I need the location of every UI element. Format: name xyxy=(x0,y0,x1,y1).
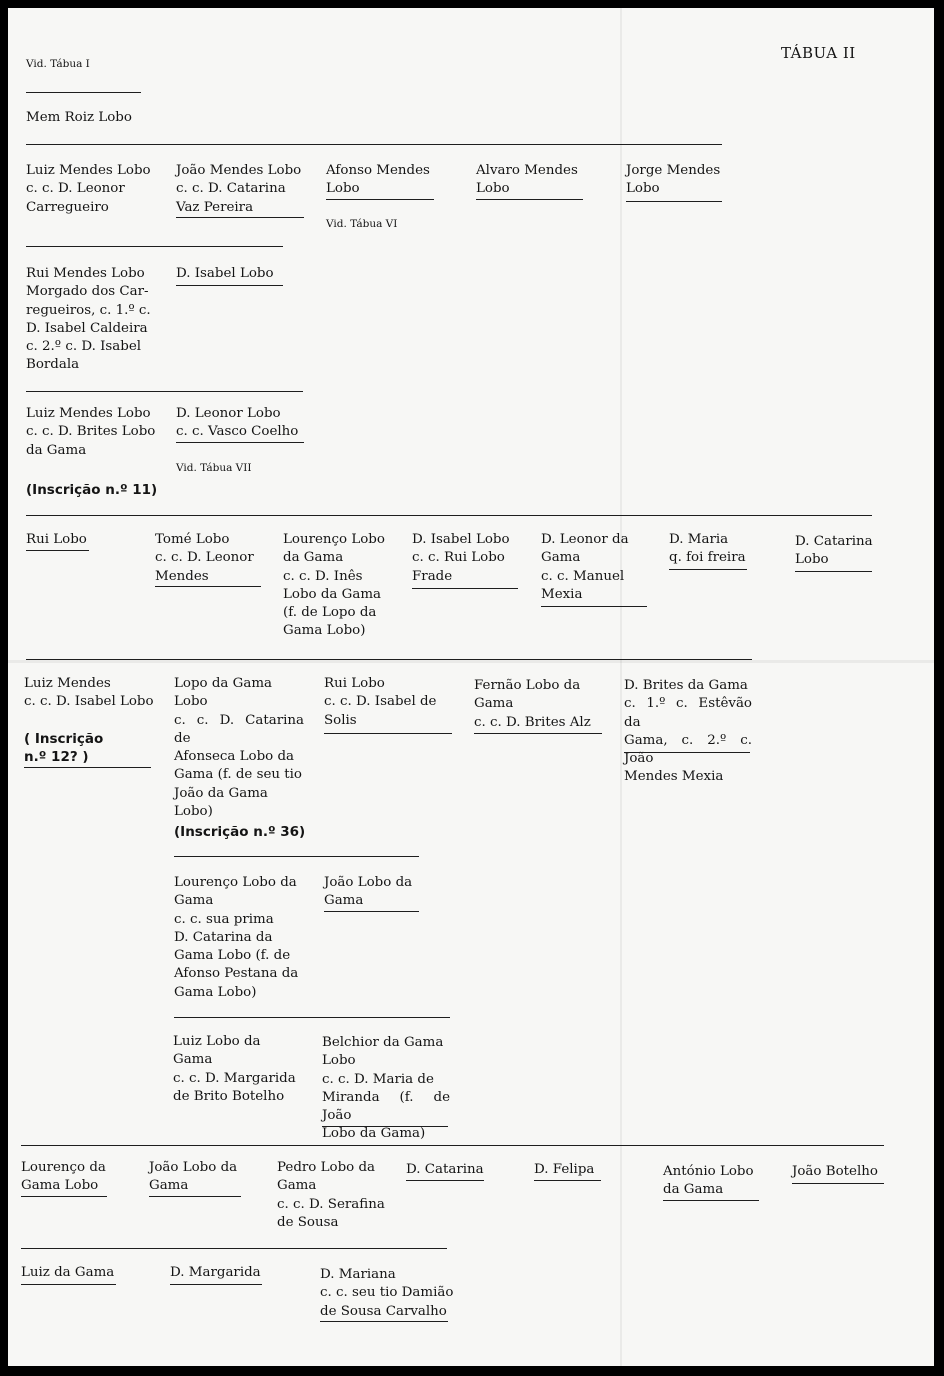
inscription-11: (Inscrição n.º 11) xyxy=(26,482,158,498)
underline xyxy=(176,285,283,286)
person-d-catarina: D. Catarina xyxy=(406,1162,484,1177)
underline xyxy=(21,1196,107,1197)
underline xyxy=(534,1180,601,1181)
underline xyxy=(149,1196,241,1197)
person-rui-lobo: Rui Lobo xyxy=(26,532,87,547)
underline xyxy=(669,569,747,570)
underline xyxy=(176,442,304,443)
paper-fold xyxy=(8,660,934,663)
connector-line xyxy=(26,92,141,93)
person-joao-botelho: João Botelho xyxy=(792,1164,878,1179)
generation-line xyxy=(21,1248,447,1249)
vid-tabua-6-note: Vid. Tábua VI xyxy=(326,218,398,230)
vid-tabua-1-note: Vid. Tábua I xyxy=(26,58,90,70)
person-d-isabel-lobo: D. Isabel Lobo xyxy=(176,266,274,281)
inscription-12: ( Inscrição n.º 12? ) xyxy=(24,731,104,766)
underline xyxy=(541,606,647,607)
person-d-mariana: D. Mariana c. c. seu tio Damião de Sousa Carvalho xyxy=(320,1267,454,1319)
person-luiz-mendes-lobo: Luiz Mendes Lobo c. c. D. Leonor Carregueiro xyxy=(26,163,151,215)
underline xyxy=(412,588,518,589)
vid-tabua-7-note: Vid. Tábua VII xyxy=(176,462,252,474)
underline xyxy=(26,550,89,551)
person-luiz-da-gama: Luiz da Gama xyxy=(21,1265,115,1280)
generation-line xyxy=(174,1017,450,1018)
person-d-felipa: D. Felipa xyxy=(534,1162,595,1177)
person-alvaro-mendes-lobo: Alvaro Mendes Lobo xyxy=(476,163,578,197)
paper-fold xyxy=(620,8,622,1366)
person-d-brites-da-gama: D. Brites da Gama c. 1.º c. Estêvão da Gama, c. 2.º c. João Mendes Mexia xyxy=(624,678,752,785)
person-lourenco-lobo-da-gama-2: Lourenço Lobo da Gama c. c. sua prima D. Catarina da Gama Lobo (f. de Afonso Pestana da Gama Lobo) xyxy=(174,875,299,1000)
underline xyxy=(322,1126,448,1127)
person-luiz-mendes-lobo-2: Luiz Mendes Lobo c. c. D. Brites Lobo da Gama xyxy=(26,406,156,458)
underline xyxy=(155,586,261,587)
generation-line xyxy=(26,144,722,145)
person-d-catarina-lobo: D. Catarina Lobo xyxy=(795,534,873,568)
underline xyxy=(170,1284,262,1285)
person-fernao-lobo-da-gama: Fernão Lobo da Gama c. c. D. Brites Alz xyxy=(474,678,591,730)
underline xyxy=(324,733,452,734)
page-title: TÁBUA II xyxy=(781,44,856,62)
inscription-36: (Inscrição n.º 36) xyxy=(174,824,306,840)
person-rui-mendes-lobo: Rui Mendes Lobo Morgado dos Car- regueiros, c. 1.º c. D. Isabel Caldeira c. 2.º c. D. Isabel Bordala xyxy=(26,266,151,373)
underline xyxy=(21,1284,116,1285)
underline xyxy=(24,767,151,768)
person-d-margarida: D. Margarida xyxy=(170,1265,261,1280)
person-lourenco-lobo-da-gama: Lourenço Lobo da Gama c. c. D. Inês Lobo da Gama (f. de Lopo da Gama Lobo) xyxy=(283,532,385,639)
person-joao-lobo-da-gama-2: João Lobo da Gama xyxy=(149,1160,238,1194)
genealogy-page xyxy=(8,8,934,1366)
person-jorge-mendes-lobo: Jorge Mendes Lobo xyxy=(626,163,721,197)
person-d-leonor-lobo: D. Leonor Lobo c. c. Vasco Coelho xyxy=(176,406,299,440)
underline xyxy=(792,1183,884,1184)
underline xyxy=(176,217,304,218)
person-pedro-lobo-da-gama: Pedro Lobo da Gama c. c. D. Serafina de Sousa xyxy=(277,1160,385,1230)
generation-line xyxy=(26,246,283,247)
person-joao-lobo-da-gama: João Lobo da Gama xyxy=(324,875,413,909)
underline xyxy=(320,1321,448,1322)
person-d-leonor-da-gama: D. Leonor da Gama c. c. Manuel Mexia xyxy=(541,532,629,602)
person-antonio-lobo-da-gama: António Lobo da Gama xyxy=(663,1164,754,1198)
underline xyxy=(476,199,583,200)
underline xyxy=(624,752,750,753)
person-rui-lobo-2: Rui Lobo c. c. D. Isabel de Solis xyxy=(324,676,437,728)
underline xyxy=(663,1200,759,1201)
generation-line xyxy=(174,856,419,857)
person-joao-mendes-lobo: João Mendes Lobo c. c. D. Catarina Vaz Pereira xyxy=(176,163,302,215)
generation-line xyxy=(26,515,872,516)
person-luiz-mendes: Luiz Mendes c. c. D. Isabel Lobo xyxy=(24,676,154,710)
person-lopo-da-gama-lobo: Lopo da Gama Lobo c. c. D. Catarina de Afonseca Lobo da Gama (f. de seu tio João da Gama Lobo) xyxy=(174,676,304,820)
underline xyxy=(326,199,434,200)
underline xyxy=(324,911,419,912)
person-d-isabel-lobo-2: D. Isabel Lobo c. c. Rui Lobo Frade xyxy=(412,532,510,584)
generation-line xyxy=(26,391,303,392)
person-d-maria: D. Maria q. foi freira xyxy=(669,532,746,566)
person-luiz-lobo-da-gama: Luiz Lobo da Gama c. c. D. Margarida de Brito Botelho xyxy=(173,1034,296,1104)
underline xyxy=(406,1180,484,1181)
generation-line xyxy=(26,659,752,660)
person-tome-lobo: Tomé Lobo c. c. D. Leonor Mendes xyxy=(155,532,254,584)
person-lourenco-da-gama-lobo: Lourenço da Gama Lobo xyxy=(21,1160,106,1194)
person-belchior-da-gama-lobo: Belchior da Gama Lobo c. c. D. Maria de Miranda (f. de João Lobo da Gama) xyxy=(322,1035,450,1142)
root-person: Mem Roiz Lobo xyxy=(26,110,132,125)
underline xyxy=(795,571,872,572)
underline xyxy=(626,201,722,202)
person-afonso-mendes-lobo: Afonso Mendes Lobo xyxy=(326,163,430,197)
underline xyxy=(474,733,602,734)
generation-line xyxy=(21,1145,884,1146)
